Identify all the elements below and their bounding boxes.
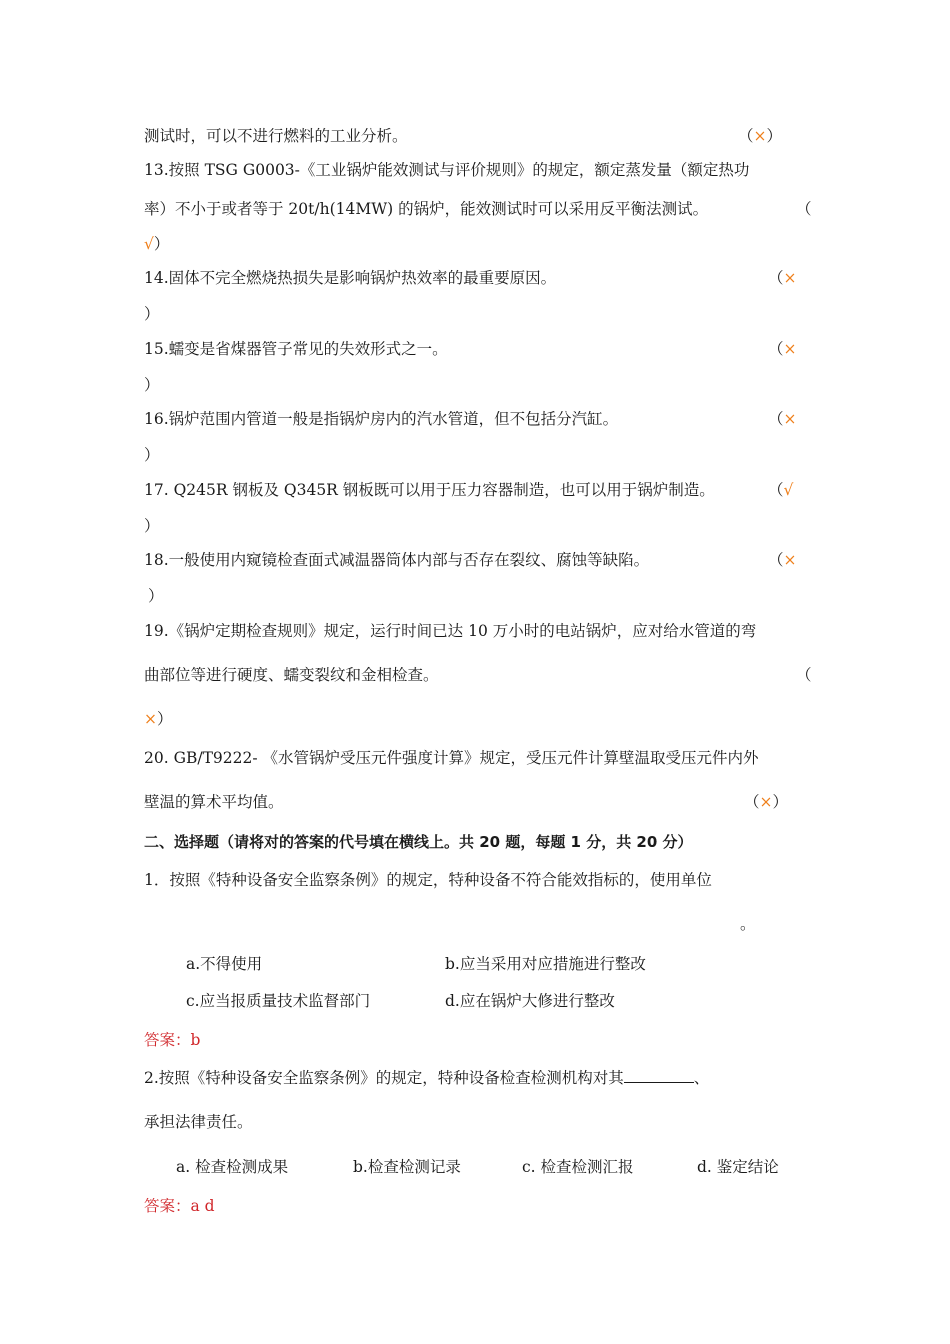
q18-text: 18.一般使用内窥镜检查面式减温器筒体内部与否存在裂纹、腐蚀等缺陷。 [144,551,650,569]
cross-mark-icon: × [144,710,157,728]
mc-q2-option-a: a. 检查检测成果 [176,1158,289,1176]
q20-line-2: 壁温的算术平均值。 [144,793,284,811]
q18-close-paren: ） [148,587,164,605]
q16-text: 16.锅炉范围内管道一般是指锅炉房内的汽水管道，但不包括分汽缸。 [144,410,619,428]
q13-open-paren: （ [796,200,812,218]
mc-q2-option-d: d. 鉴定结论 [697,1158,779,1176]
q14-text: 14.固体不完全燃烧热损失是影响锅炉热效率的最重要原因。 [144,269,557,287]
q19-open-paren: （ [796,666,812,684]
check-mark-icon: √ [144,235,154,253]
q17-text: 17. Q245R 钢板及 Q345R 钢板既可以用于压力容器制造，也可以用于锅炉制造。 [144,481,715,499]
q15-text: 15.蠕变是省煤器管子常见的失效形式之一。 [144,340,448,358]
q19-line-2: 曲部位等进行硬度、蠕变裂纹和金相检查。 [144,666,439,684]
q19-line-1: 19.《锅炉定期检查规则》规定，运行时间已达 10 万小时的电站锅炉，应对给水管道的弯 [144,622,757,640]
section-heading: 二、选择题（请将对的答案的代号填在横线上。共 20 题，每题 1 分，共 20 分） [144,833,693,851]
q17-answer-box: （√ [768,481,794,499]
cross-mark-icon: × [783,269,797,287]
mc-q2-option-c: c. 检查检测汇报 [522,1158,634,1176]
q14-close-paren: ） [144,305,160,323]
q15-close-paren: ） [144,376,160,394]
mc-q1-end: 。 [740,915,756,933]
q13-line-1: 13.按照 TSG G0003-《工业锅炉能效测试与评价规则》的规定，额定蒸发量（额定热功 [144,161,750,179]
mc-q1-option-d: d.应在锅炉大修进行整改 [445,992,615,1010]
mc-q1-option-c: c.应当报质量技术监督部门 [186,992,371,1010]
q15-answer-box: （× [768,340,797,358]
q18-answer-box: （× [768,551,797,569]
cross-mark-icon: × [783,340,797,358]
q13-answer-box: √） [144,235,170,253]
q20-answer-box: （×） [744,793,789,811]
q16-answer-box: （× [768,410,797,428]
q16-close-paren: ） [144,446,160,464]
answer-blank [624,1068,694,1083]
q12-answer-box: （×） [738,127,783,145]
q20-line-1: 20. GB/T9222- 《水管锅炉受压元件强度计算》规定，受压元件计算壁温取受压元件内外 [144,749,759,767]
mc-q1-option-b: b.应当采用对应措施进行整改 [445,955,646,973]
mc-q1-option-a: a.不得使用 [186,955,263,973]
mc-q1-line-1: 1．按照《特种设备安全监察条例》的规定，特种设备不符合能效指标的，使用单位 [144,871,712,889]
q19-answer-box: ×） [144,710,173,728]
q17-close-paren: ） [144,517,160,535]
mc-q2-line-1: 2.按照《特种设备安全监察条例》的规定，特种设备检查检测机构对其 、 [144,1069,710,1087]
q13-line-2: 率）不小于或者等于 20t/h(14MW) 的锅炉，能效测试时可以采用反平衡法测试。 [144,200,709,218]
cross-mark-icon: × [783,551,797,569]
mc-q1-answer: 答案：b [144,1031,201,1049]
mc-q2-option-b: b.检查检测记录 [353,1158,461,1176]
cross-mark-icon: × [753,127,767,145]
mc-q2-line-2: 承担法律责任。 [144,1113,253,1131]
cross-mark-icon: × [783,410,797,428]
mc-q2-answer: 答案：a d [144,1197,215,1215]
cross-mark-icon: × [759,793,773,811]
q14-answer-box: （× [768,269,797,287]
q12-text: 测试时，可以不进行燃料的工业分析。 [144,127,408,145]
check-mark-icon: √ [783,481,794,499]
